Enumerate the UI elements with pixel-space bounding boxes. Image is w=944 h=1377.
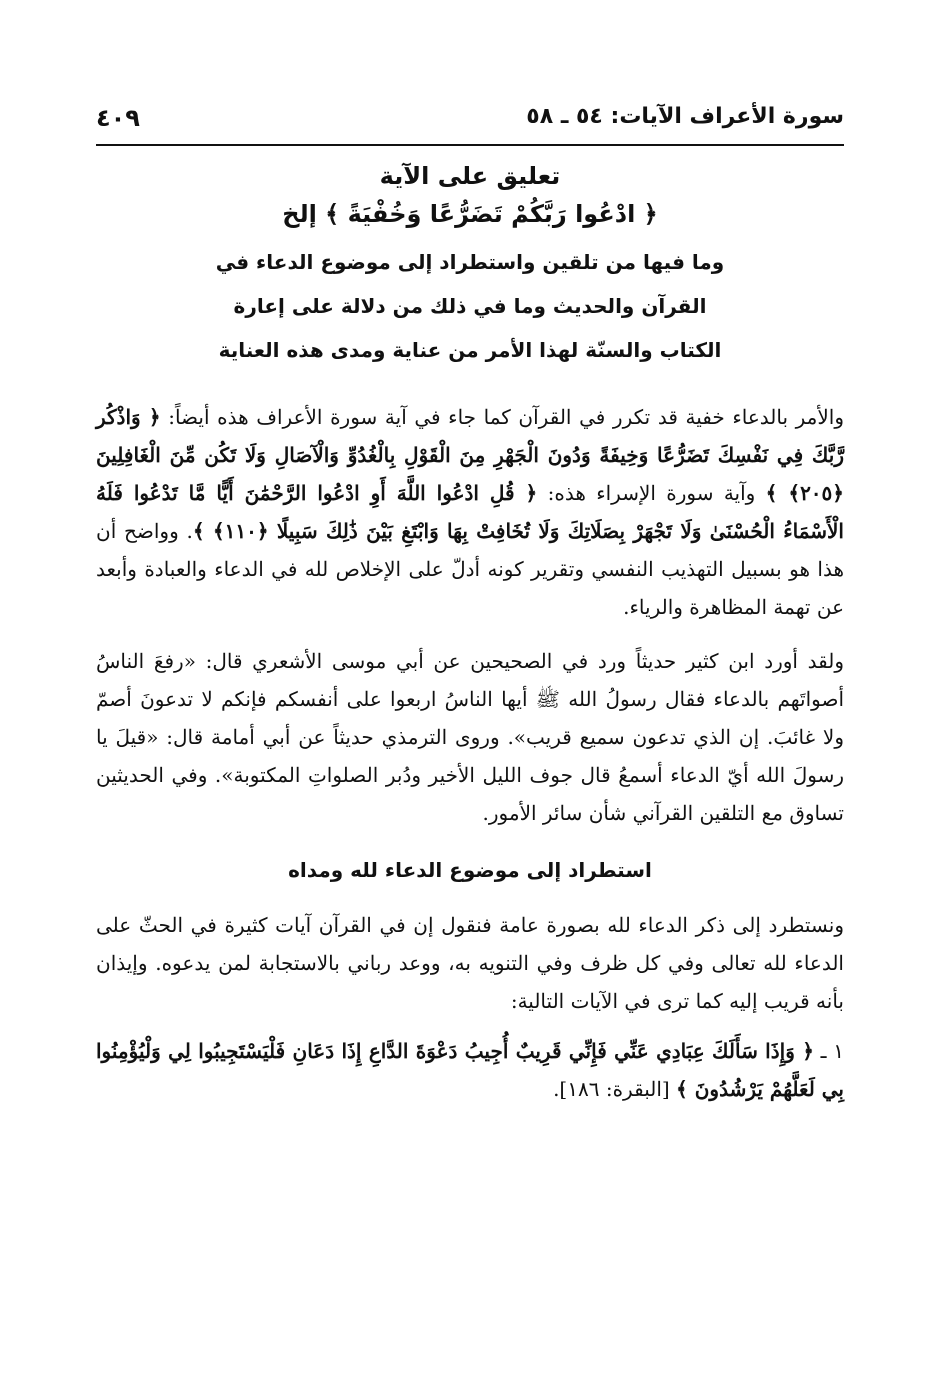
verse-heading: ﴿ ادْعُوا رَبَّكُمْ تَضَرُّعًا وَخُفْيَةً ﴾ إلخ (282, 200, 658, 228)
paragraph-3: ونستطرد إلى ذكر الدعاء لله بصورة عامة فنقول إن في القرآن آيات كثيرة في الحثّ على الدعاء لله تعالى وفي كل ظرف وفي التنويه به، ووعد رباني بالاستجابة لمن يدعوه. وإيذان بأنه قريب إليه كما ترى في الآيات التالية: (96, 913, 844, 1013)
subtitle-line: وما فيها من تلقين واستطراد إلى موضوع الدعاء في (215, 250, 725, 274)
quran-quote: ﴿ وَإِذَا سَأَلَكَ عِبَادِي عَنِّي فَإِنِّي قَرِيبٌ أُجِيبُ دَعْوَةَ الدَّاعِ إِذَا دَعَانِ فَلْيَسْتَجِيبُوا لِي وَلْيُؤْمِنُوا بِي لَعَلَّهُمْ يَرْشُدُونَ ﴾ (96, 1039, 844, 1101)
item-number: ١ ـ (813, 1039, 844, 1063)
paragraph-text: . وواضح أن هذا هو بسبيل التهذيب النفسي وتقرير كونه أدلّ على الإخلاص لله في الدعاء والعبادة وأبعد عن تهمة المظاهرة والرياء. (96, 519, 844, 619)
verse-reference: [البقرة: ١٨٦]. (553, 1077, 677, 1101)
page-number: ٤٠٩ (96, 104, 140, 132)
paragraph-text: والأمر بالدعاء خفية قد تكرر في القرآن كما جاء في آية سورة الأعراف هذه أيضاً: (160, 405, 844, 429)
header-divider (96, 144, 844, 146)
subtitle-line: الكتاب والسنّة لهذا الأمر من عناية ومدى هذه العناية (218, 338, 722, 362)
subtitle-line: القرآن والحديث وما في ذلك من دلالة على إعارة (233, 294, 707, 318)
quran-quote: ﴿ قُلِ ادْعُوا اللَّهَ أَوِ ادْعُوا الرَّحْمَٰنَ أَيًّا مَّا تَدْعُوا فَلَهُ الْأَسْمَاءُ الْحُسْنَىٰ وَلَا تَجْهَرْ بِصَلَاتِكَ وَلَا تُخَافِتْ بِهَا وَابْتَغِ بَيْنَ ذَٰلِكَ سَبِيلًا ﴿١١٠﴾ ﴾ (96, 481, 844, 543)
paragraph-2: ولقد أورد ابن كثير حديثاً ورد في الصحيحين عن أبي موسى الأشعري قال: «رفعَ الناسُ أصواتَهم بالدعاء فقال رسولُ الله ﷺ أيها الناسُ اربعوا على أنفسكم فإنكم لا تدعونَ أصمّ ولا غائبَ. إن الذي تدعون سميع قريب». وروى الترمذي حديثاً عن أبي أمامة قال: «قيلَ يا رسولَ الله أيّ الدعاء أسمعُ قال جوف الليل الأخير ودُبر الصلواتِ المكتوبة». وفي الحديثين تساوق مع التلقين القرآني شأن سائر الأمور. (96, 649, 844, 825)
subsection-heading: استطراد إلى موضوع الدعاء لله ومداه (288, 858, 652, 882)
paragraph-text: وآية سورة الإسراء هذه: (537, 481, 766, 505)
paragraph-1 (96, 398, 844, 626)
numbered-item (96, 1032, 844, 1108)
page-content (96, 150, 844, 1108)
page-header (96, 98, 844, 148)
subtitle-block (96, 240, 844, 372)
section-heading: تعليق على الآية (379, 162, 561, 190)
quran-quote: ﴿ وَاذْكُر رَّبَّكَ فِي نَفْسِكَ تَضَرُّعًا وَخِيفَةً وَدُونَ الْجَهْرِ مِنَ الْقَوْلِ بِالْغُدُوِّ وَالْآصَالِ وَلَا تَكُن مِّنَ الْغَافِلِينَ ﴿٢٠٥﴾ ﴾ (96, 405, 845, 505)
header-title: سورة الأعراف الآيات: ٥٤ ـ ٥٨ (526, 104, 844, 129)
